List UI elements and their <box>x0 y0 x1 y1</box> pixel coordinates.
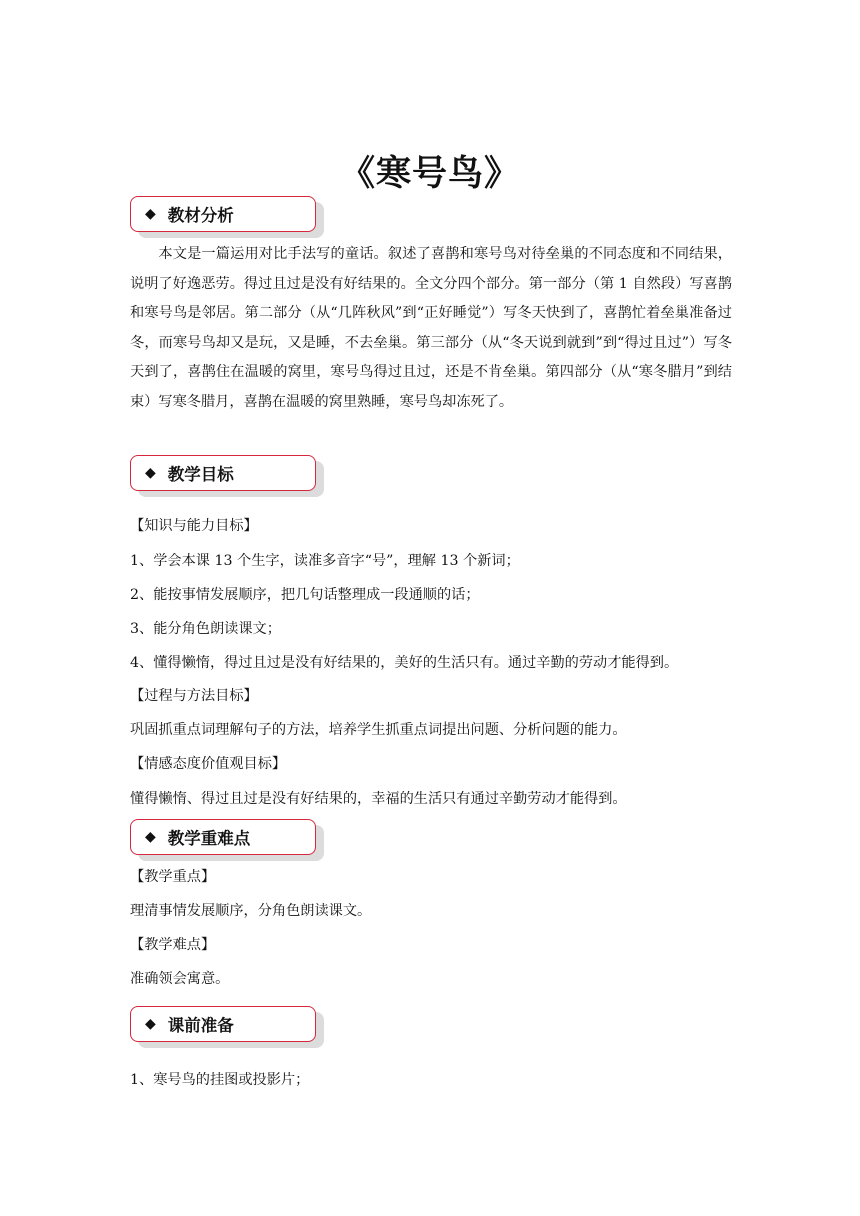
section-header-box <box>130 819 316 855</box>
emotion-goal-label: 【情感态度价值观目标】 <box>130 756 287 772</box>
diamond-icon: ◆ <box>145 465 156 481</box>
section-header-keypoints <box>130 819 330 865</box>
section-heading: 教材分析 <box>167 206 234 225</box>
process-goal-text: 巩固抓重点词理解句子的方法，培养学生抓重点词提出问题、分析问题的能力。 <box>130 722 627 738</box>
process-goal-label: 【过程与方法目标】 <box>130 688 258 704</box>
knowledge-goal-item: 2、能按事情发展顺序，把几句话整理成一段通顺的话； <box>130 587 480 603</box>
knowledge-goal-item: 1、学会本课 13 个生字，读准多音字“号”，理解 13 个新词； <box>130 553 520 569</box>
section-header-box <box>130 196 316 232</box>
document-title: 《寒号鸟》 <box>339 154 520 194</box>
section-header-box <box>130 1006 316 1042</box>
diamond-icon: ◆ <box>145 1016 156 1032</box>
knowledge-goal-label: 【知识与能力目标】 <box>130 518 258 534</box>
difficulty-text: 准确领会寓意。 <box>130 971 230 987</box>
section-header-preparation <box>130 1006 330 1052</box>
focus-label: 【教学重点】 <box>130 869 216 885</box>
knowledge-goal-item: 3、能分角色朗读课文； <box>130 621 281 637</box>
section-heading: 教学目标 <box>167 465 234 484</box>
diamond-icon: ◆ <box>145 829 156 845</box>
focus-text: 理清事情发展顺序，分角色朗读课文。 <box>130 903 372 919</box>
diamond-icon: ◆ <box>145 206 156 222</box>
section-heading: 教学重难点 <box>167 829 251 848</box>
knowledge-goal-item: 4、懂得懒惰，得过且过是没有好结果的，美好的生活只有。通过辛勤的劳动才能得到。 <box>130 655 679 671</box>
section-heading: 课前准备 <box>167 1016 234 1035</box>
analysis-paragraph: 本文是一篇运用对比手法写的童话。叙述了喜鹊和寒号鸟对待垒巢的不同态度和不同结果，说明了好逸恶劳。得过且过是没有好结果的。全文分四个部分。第一部分（第 1 自然段）写喜鹊和寒号鸟是邻居。第二部分（从“几阵秋风”到“正好睡觉”）写冬天快到了，喜鹊忙着垒巢准备过冬，而寒号鸟却又是玩，又是睡，不去垒巢。第三部分（从“冬天说到就到”到“得过且过”）写冬天到了，喜鹊住在温暖的窝里，寒号鸟得过且过，还是不肯垒巢。第四部分（从“寒冬腊月”到结束）写寒冬腊月，喜鹊在温暖的窝里熟睡，寒号鸟却冻死了。 <box>130 246 732 410</box>
section-header-box <box>130 455 316 491</box>
section-header-goals <box>130 455 330 501</box>
emotion-goal-text: 懂得懒惰、得过且过是没有好结果的，幸福的生活只有通过辛勤劳动才能得到。 <box>130 791 627 807</box>
difficulty-label: 【教学难点】 <box>130 937 216 953</box>
section-header-analysis <box>130 196 330 242</box>
preparation-item: 1、寒号鸟的挂图或投影片； <box>130 1072 310 1088</box>
